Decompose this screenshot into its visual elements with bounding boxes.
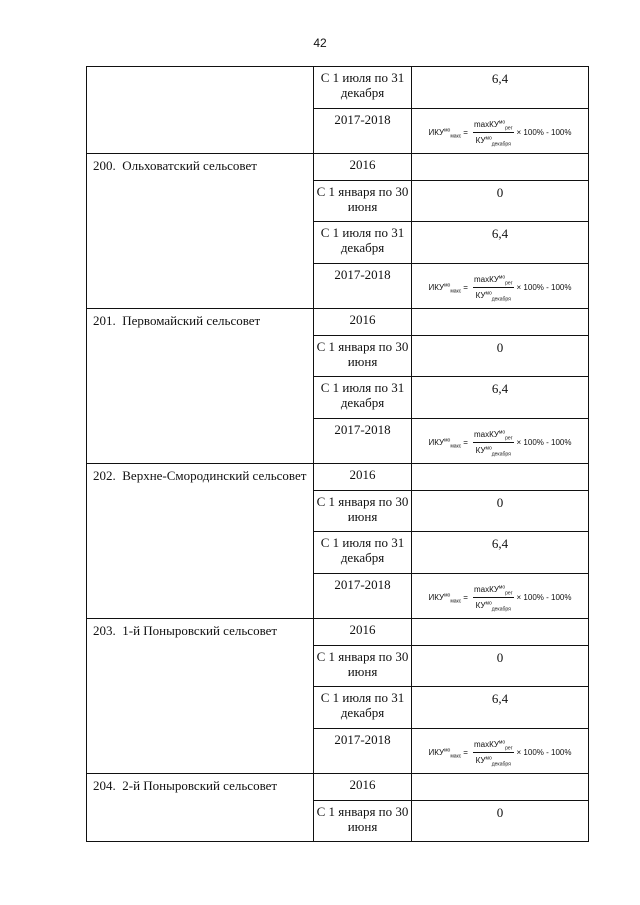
- tariff-table: [86, 66, 589, 842]
- value-cell: 0: [412, 181, 589, 222]
- period-cell: С 1 января по 30 июня: [314, 336, 412, 377]
- formula-fraction: [473, 582, 514, 613]
- tariff-formula: [414, 113, 586, 151]
- formula-equals: =: [463, 437, 468, 447]
- entry-number: 201.: [93, 313, 116, 328]
- value-cell: [412, 574, 589, 619]
- settlement-name-cell: [87, 67, 314, 154]
- table-row: [87, 464, 589, 491]
- settlement-name: 2-й Поныровский сельсовет: [122, 778, 278, 793]
- table-row: [87, 67, 589, 109]
- value-cell: [412, 309, 589, 336]
- entry-number: 200.: [93, 158, 116, 173]
- formula-tail: × 100% - 100%: [516, 747, 572, 757]
- entry-number: 203.: [93, 623, 116, 638]
- period-cell: С 1 января по 30 июня: [314, 181, 412, 222]
- tariff-formula: [414, 268, 586, 306]
- value-cell: 6,4: [412, 222, 589, 264]
- tariff-formula: [414, 733, 586, 771]
- page-number: 42: [313, 36, 327, 50]
- period-cell: 2016: [314, 154, 412, 181]
- value-cell: 0: [412, 646, 589, 687]
- table-body: [87, 67, 589, 842]
- value-cell: [412, 729, 589, 774]
- period-cell: 2016: [314, 774, 412, 801]
- formula-lhs: $ИКУ^{мо}_{макс}$: [428, 746, 462, 760]
- formula-equals: =: [463, 592, 468, 602]
- entry-number: 202.: [93, 468, 116, 483]
- formula-lhs: $ИКУ^{мо}_{макс}$: [428, 591, 462, 605]
- settlement-name: Верхне-Смородинский сельсовет: [122, 468, 307, 483]
- period-cell: С 1 января по 30 июня: [314, 491, 412, 532]
- settlement-name-cell: [87, 309, 314, 464]
- table-row: [87, 154, 589, 181]
- table-row: [87, 309, 589, 336]
- value-cell: 6,4: [412, 377, 589, 419]
- formula-equals: =: [463, 747, 468, 757]
- period-cell: 2016: [314, 464, 412, 491]
- entry-number: 204.: [93, 778, 116, 793]
- tariff-formula: [414, 578, 586, 616]
- settlement-name: Ольховатский сельсовет: [122, 158, 257, 173]
- formula-denominator: $КУ^{мо}_{декабря}$: [475, 754, 511, 768]
- formula-denominator: $КУ^{мо}_{декабря}$: [475, 134, 511, 148]
- period-cell: С 1 июля по 31 декабря: [314, 532, 412, 574]
- formula-denominator: $КУ^{мо}_{декабря}$: [475, 599, 511, 613]
- formula-tail: × 100% - 100%: [516, 127, 572, 137]
- period-cell: 2017-2018: [314, 109, 412, 154]
- value-cell: [412, 264, 589, 309]
- settlement-name-cell: [87, 774, 314, 842]
- value-cell: 6,4: [412, 687, 589, 729]
- period-cell: 2017-2018: [314, 264, 412, 309]
- tariff-formula: [414, 423, 586, 461]
- formula-denominator: $КУ^{мо}_{декабря}$: [475, 289, 511, 303]
- period-cell: 2016: [314, 619, 412, 646]
- formula-tail: × 100% - 100%: [516, 437, 572, 447]
- settlement-name-cell: [87, 154, 314, 309]
- period-cell: С 1 января по 30 июня: [314, 646, 412, 687]
- value-cell: [412, 464, 589, 491]
- formula-numerator: maxКУ$^{мо}_{рег}$: [473, 272, 514, 288]
- value-cell: [412, 419, 589, 464]
- formula-numerator: maxКУ$^{мо}_{рег}$: [473, 737, 514, 753]
- formula-tail: × 100% - 100%: [516, 592, 572, 602]
- table-row: [87, 774, 589, 801]
- value-cell: [412, 774, 589, 801]
- formula-lhs: $ИКУ^{мо}_{макс}$: [428, 436, 462, 450]
- period-cell: С 1 июля по 31 декабря: [314, 67, 412, 109]
- value-cell: 0: [412, 801, 589, 842]
- period-cell: С 1 июля по 31 декабря: [314, 377, 412, 419]
- formula-fraction: [473, 272, 514, 303]
- settlement-name-cell: [87, 464, 314, 619]
- formula-fraction: [473, 427, 514, 458]
- value-cell: [412, 619, 589, 646]
- period-cell: С 1 июля по 31 декабря: [314, 687, 412, 729]
- settlement-name-cell: [87, 619, 314, 774]
- formula-fraction: [473, 737, 514, 768]
- value-cell: 0: [412, 491, 589, 532]
- formula-denominator: $КУ^{мо}_{декабря}$: [475, 444, 511, 458]
- settlement-name: Первомайский сельсовет: [122, 313, 261, 328]
- formula-numerator: maxКУ$^{мо}_{рег}$: [473, 117, 514, 133]
- period-cell: 2016: [314, 309, 412, 336]
- period-cell: С 1 января по 30 июня: [314, 801, 412, 842]
- formula-lhs: $ИКУ^{мо}_{макс}$: [428, 281, 462, 295]
- period-cell: С 1 июля по 31 декабря: [314, 222, 412, 264]
- period-cell: 2017-2018: [314, 419, 412, 464]
- value-cell: [412, 109, 589, 154]
- formula-equals: =: [463, 282, 468, 292]
- formula-fraction: [473, 117, 514, 148]
- formula-numerator: maxКУ$^{мо}_{рег}$: [473, 427, 514, 443]
- value-cell: [412, 154, 589, 181]
- formula-tail: × 100% - 100%: [516, 282, 572, 292]
- period-cell: 2017-2018: [314, 574, 412, 619]
- formula-lhs: $ИКУ^{мо}_{макс}$: [428, 126, 462, 140]
- value-cell: 6,4: [412, 532, 589, 574]
- value-cell: 0: [412, 336, 589, 377]
- value-cell: 6,4: [412, 67, 589, 109]
- formula-equals: =: [463, 127, 468, 137]
- settlement-name: 1-й Поныровский сельсовет: [122, 623, 278, 638]
- period-cell: 2017-2018: [314, 729, 412, 774]
- table-row: [87, 619, 589, 646]
- formula-numerator: maxКУ$^{мо}_{рег}$: [473, 582, 514, 598]
